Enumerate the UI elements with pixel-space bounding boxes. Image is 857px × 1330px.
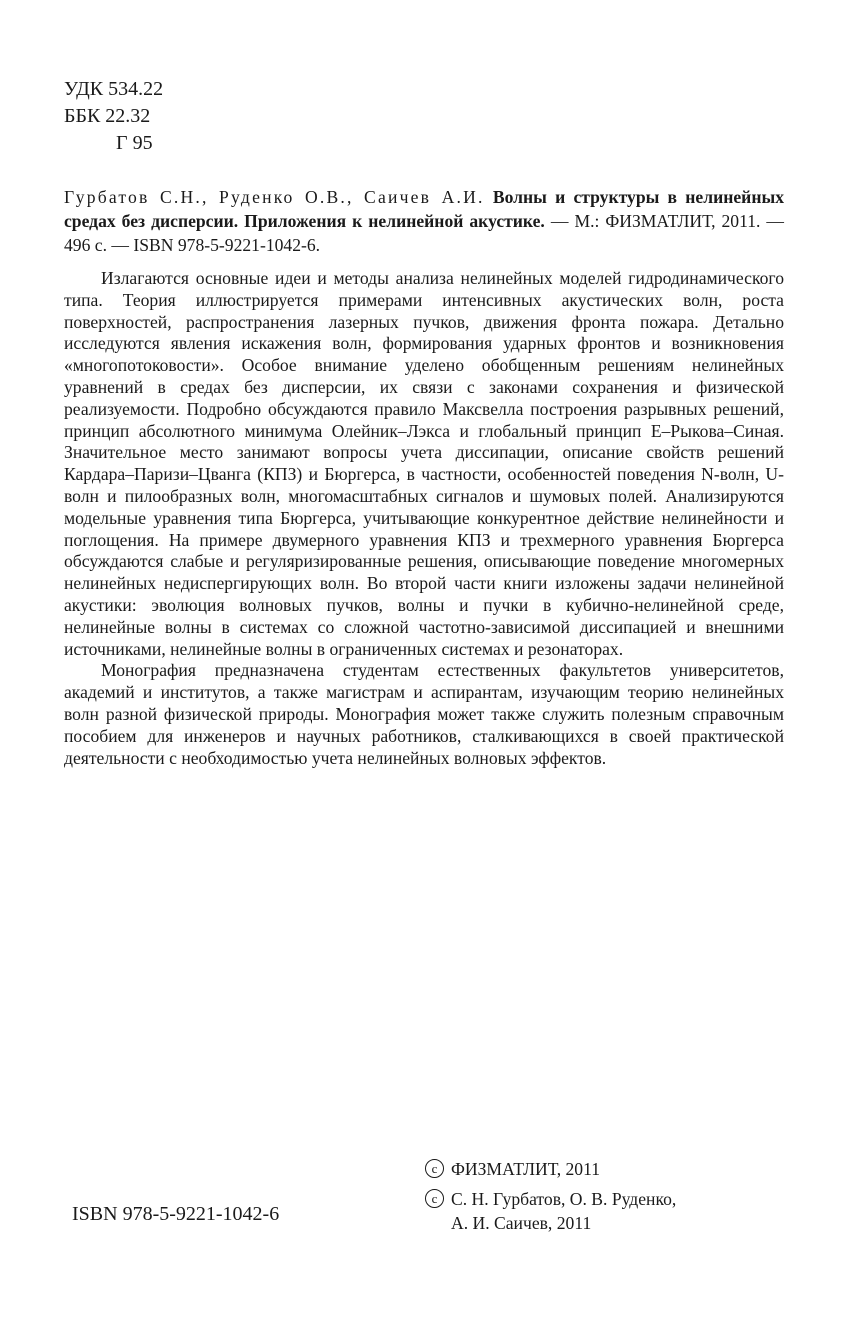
book-authors: Гурбатов С.Н., Руденко О.В., Саичев А.И. xyxy=(64,187,485,207)
book-imprint: — М.: ФИЗМАТЛИТ, 2011. — 496 с. — ISBN 978-5-9221-1042-6. xyxy=(64,211,785,255)
abstract xyxy=(64,268,784,769)
abstract-paragraph: Излагаются основные идеи и методы анализа нелинейных моделей гидродинамического типа. Теория иллюстрируется примерами интенсивных акустических волн, роста поверхностей, распространения лазерных пучков, движения фронта пожара. Детально исследуются явления искажения волн, формирования ударных фронтов и возникновения «многопотоковости». Особое внимание уделено обобщенным решениям нелинейных уравнений в средах без дисперсии, их связи с законами сохранения и физической реализуемости. Подробно обсуждаются правило Максвелла построения разрывных решений, принцип абсолютного минимума Олейник–Лэкса и глобальный принцип Е–Рыкова–Синая. Значительное место занимают вопросы учета диссипации, описание свойств решений Кардара–Паризи–Цванга (КПЗ) и Бюргерса, в частности, особенностей поведения N-волн, U-волн и пилообразных волн, многомасштабных сигналов и шумовых полей. Анализируются модельные уравнения типа Бюргерса, учитывающие конкурентное действие нелинейности и поглощения. На примере двумерного уравнения КПЗ и трехмерного уравнения Бюргерса обсуждаются слабые и регуляризированные решения, описывающие поведение многомерных нелинейных недиспергирующих волн. Во второй части книги изложены задачи нелинейной акустики: эволюция волновых пучков, волны и пучки в кубично-нелинейной среде, нелинейные волны в системах со сложной частотно-зависимой диссипацией и внешними источниками, нелинейные волны в ограниченных системах и резонаторах. xyxy=(64,268,784,659)
udk-code: УДК 534.22 xyxy=(64,78,164,100)
abstract-paragraph: Монография предназначена студентам естественных факультетов университетов, академий и институтов, а также магистрам и аспирантам, изучающим теорию нелинейных волн разной физической природы. Монография может также служить полезным справочным пособием для инженеров и научных работников, сталкивающихся в своей практической деятельности с необходимостью учета нелинейных волновых эффектов. xyxy=(64,660,784,768)
author-mark: Г 95 xyxy=(116,132,153,154)
copyright-icon: c xyxy=(425,1159,444,1178)
book-title: Волны и структуры в нелинейных средах без дисперсии. Приложения к нелинейной акустике. xyxy=(64,187,784,231)
classification-block xyxy=(64,76,163,157)
bbk-code: ББК 22.32 xyxy=(64,105,151,127)
copyright-authors-line: С. Н. Гурбатов, О. В. Руденко, xyxy=(451,1189,677,1209)
bibliographic-entry xyxy=(64,185,784,257)
copyright-icon: c xyxy=(425,1189,444,1208)
copyright-block xyxy=(425,1157,676,1235)
copyright-authors-line: А. И. Саичев, 2011 xyxy=(451,1213,592,1233)
copyright-publisher: ФИЗМАТЛИТ, 2011 xyxy=(451,1159,601,1179)
isbn: ISBN 978-5-9221-1042-6 xyxy=(72,1203,280,1225)
